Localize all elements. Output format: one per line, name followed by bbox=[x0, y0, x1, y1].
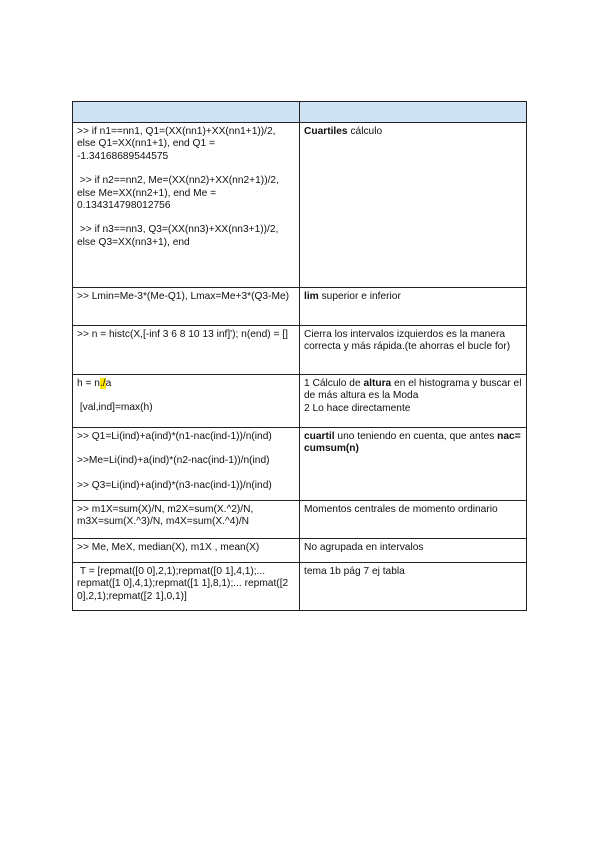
note-bold: nac= cumsum(n) bbox=[304, 431, 524, 455]
code-cell bbox=[73, 375, 300, 428]
code-line: [val,ind]=max(h) bbox=[77, 402, 153, 414]
code-line: >> Q3=Li(ind)+a(ind)*(n3-nac(ind-1))/n(ind) bbox=[77, 479, 272, 491]
code-line: >>Me=Li(ind)+a(ind)*(n2-nac(ind-1))/n(ind) bbox=[77, 455, 270, 467]
code-line: >> if n1==nn1, Q1=(XX(nn1)+XX(nn1+1))/2, else Q1=XX(nn1+1), end Q1 = -1.34168689544575 bbox=[77, 126, 279, 162]
header-cell-notes bbox=[300, 102, 527, 123]
note-cell bbox=[300, 428, 527, 501]
note-cell: tema 1b pág 7 ej tabla bbox=[300, 563, 527, 611]
note-bold: altura bbox=[363, 378, 392, 389]
table-row bbox=[73, 123, 527, 288]
note-cell bbox=[300, 288, 527, 326]
code-line bbox=[77, 163, 295, 175]
code-line bbox=[77, 468, 295, 480]
note-text: uno teniendo en cuenta, que antes bbox=[334, 431, 498, 442]
table-row bbox=[73, 539, 527, 563]
highlighted-text: ./ bbox=[99, 378, 106, 389]
table-row bbox=[73, 288, 527, 326]
code-line bbox=[77, 443, 295, 455]
note-bold: cuartil bbox=[304, 431, 335, 442]
table-row bbox=[73, 501, 527, 539]
code-line: >> Q1=Li(ind)+a(ind)*(n1-nac(ind-1))/n(ind) bbox=[77, 431, 272, 442]
code-cell: >> Lmin=Me-3*(Me-Q1), Lmax=Me+3*(Q3-Me) bbox=[73, 288, 300, 326]
note-cell bbox=[300, 375, 527, 428]
table-row bbox=[73, 375, 527, 428]
note-cell: Cierra los intervalos izquierdos es la manera correcta y más rápida.(te ahorras el bucle for) bbox=[300, 326, 527, 375]
note-line: 2 Lo hace directamente bbox=[304, 402, 411, 414]
code-cell: >> m1X=sum(X)/N, m2X=sum(X.^2)/N, m3X=sum(X.^3)/N, m4X=sum(X.^4)/N bbox=[73, 501, 300, 539]
code-line: >> if n3==nn3, Q3=(XX(nn3)+XX(nn3+1))/2, else Q3=XX(nn3+1), end bbox=[77, 224, 282, 248]
note-bold: Cuartiles bbox=[304, 126, 348, 137]
note-text: en el histograma y buscar el de más altura es la Moda bbox=[304, 378, 525, 402]
table-row bbox=[73, 563, 527, 611]
note-text: cálculo bbox=[347, 126, 383, 137]
header-cell-code bbox=[73, 102, 300, 123]
note-cell bbox=[300, 123, 527, 288]
code-line bbox=[77, 212, 295, 224]
note-cell: No agrupada en intervalos bbox=[300, 539, 527, 563]
code-line bbox=[77, 378, 295, 390]
notes-table bbox=[72, 101, 527, 611]
table-row bbox=[73, 428, 527, 501]
code-text: h = n bbox=[77, 378, 100, 389]
note-bold: lim bbox=[304, 291, 319, 302]
table-header-row bbox=[73, 102, 527, 123]
code-cell bbox=[73, 428, 300, 501]
code-text: a bbox=[105, 378, 112, 389]
table-row bbox=[73, 326, 527, 375]
code-line: >> if n2==nn2, Me=(XX(nn2)+XX(nn2+1))/2, else Me=XX(nn2+1), end Me = 0.134314798012756 bbox=[77, 175, 282, 212]
note-text: 1 Cálculo de bbox=[304, 378, 364, 389]
code-cell: >> Me, MeX, median(X), m1X , mean(X) bbox=[73, 539, 300, 563]
note-text: superior e inferior bbox=[318, 291, 401, 302]
code-cell: T = [repmat([0 0],2,1);repmat([0 1],4,1);... repmat([1 0],4,1);repmat([1 1],8,1);... repmat([2 0],2,1);repmat([2 1],0,1)] bbox=[73, 563, 300, 611]
code-cell: >> n = histc(X,[-inf 3 6 8 10 13 inf]'); n(end) = [] bbox=[73, 326, 300, 375]
code-cell bbox=[73, 123, 300, 288]
note-cell: Momentos centrales de momento ordinario bbox=[300, 501, 527, 539]
